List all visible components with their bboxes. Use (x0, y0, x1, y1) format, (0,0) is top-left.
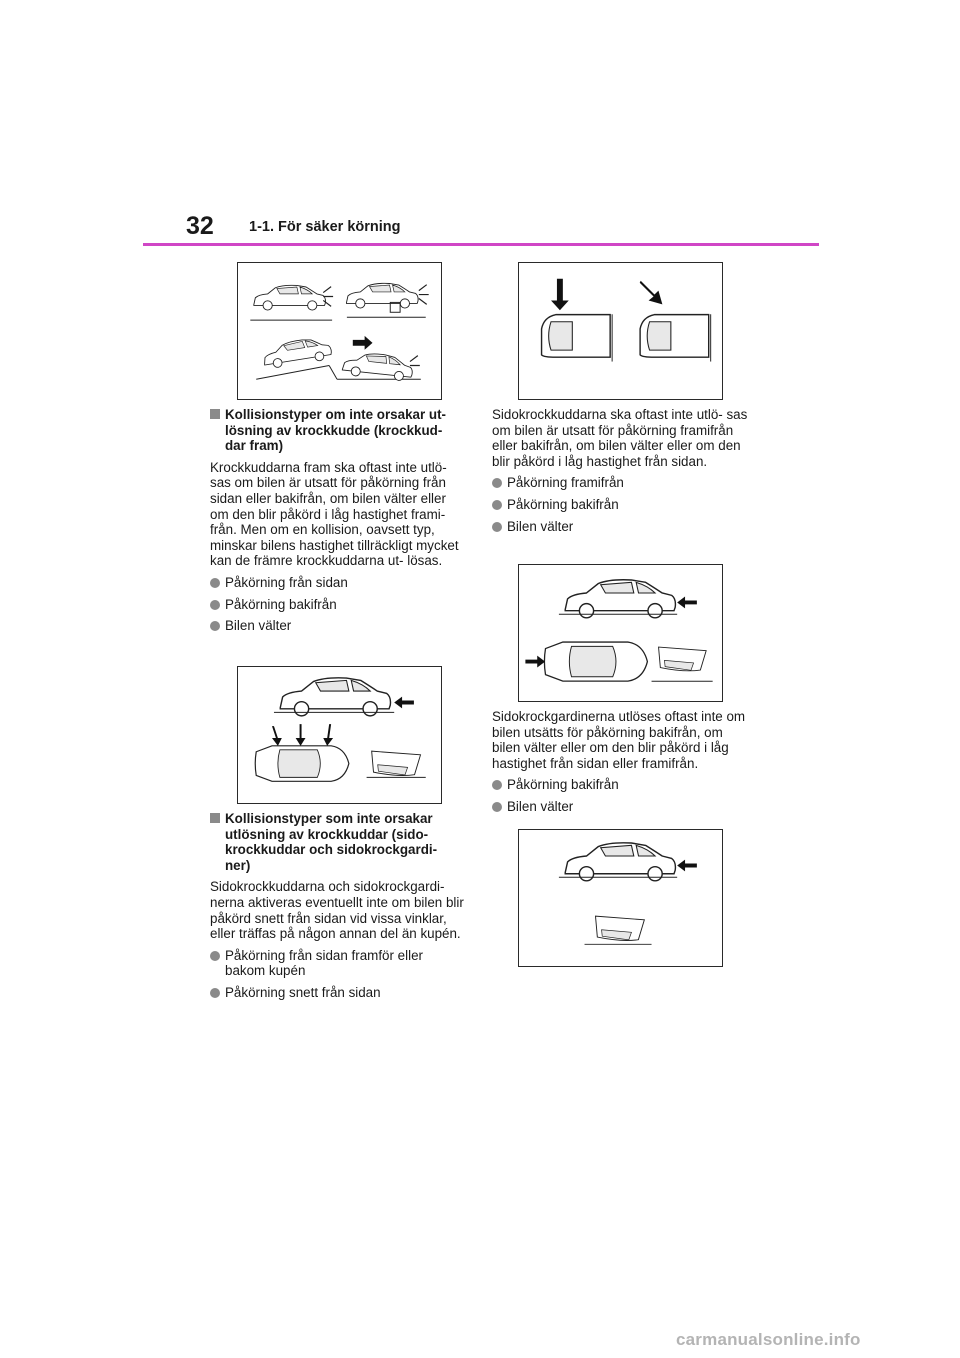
figure-rear-rollover (518, 829, 723, 967)
list-item: Påkörning bakifrån (492, 497, 752, 513)
list-item: Påkörning framifrån (492, 475, 752, 491)
header-rule (143, 243, 819, 246)
left-column-bottom (210, 811, 464, 1007)
bullet-dot-icon (210, 988, 220, 998)
bullet-dot-icon (492, 780, 502, 790)
bullet-dot-icon (492, 500, 502, 510)
figure-side-rear-rollover (237, 666, 442, 804)
body-paragraph: Sidokrockgardinerna utlöses oftast inte om bilen utsätts för påkörning bakifrån, om bilen välter eller om den blir påkörd i låg hastighet från sidan eller framifrån. (492, 709, 746, 771)
bullet-dot-icon (210, 621, 220, 631)
section-heading (210, 407, 464, 454)
list-item: Bilen välter (492, 519, 752, 535)
body-paragraph: Sidokrockkuddarna ska oftast inte utlö- sas om bilen är utsatt för påkörning framifrån eller bakifrån, om bilen välter eller om den blir påkörd i låg hastighet från sidan. (492, 407, 748, 469)
list-item: Bilen välter (210, 618, 464, 634)
list-item: Påkörning bakifrån (210, 597, 464, 613)
section-heading (210, 811, 464, 873)
heading-text: Kollisionstyper som inte orsakar utlösning av krockkuddar (sido- krockkuddar och sidokrockgardi- ner) (225, 811, 438, 873)
square-bullet-icon (210, 813, 220, 823)
bullet-dot-icon (492, 478, 502, 488)
section-title: 1-1. För säker körning (249, 219, 401, 235)
figure-front-collision-types (237, 262, 442, 400)
right-column-bottom (492, 709, 752, 821)
bullet-dot-icon (492, 522, 502, 532)
bullet-dot-icon (210, 951, 220, 961)
square-bullet-icon (210, 409, 220, 419)
list-item: Bilen välter (492, 799, 752, 815)
bullet-dot-icon (492, 802, 502, 812)
left-column-top (210, 407, 464, 640)
watermark: carmanualsonline.info (676, 1330, 861, 1349)
body-paragraph: Sidokrockkuddarna och sidokrockgardi- nerna aktiveras eventuellt inte om bilen blir påkörd snett från sidan vid vissa vinklar, eller träffas på någon annan del än kupén. (210, 879, 464, 942)
heading-text: Kollisionstyper om inte orsakar ut- lösning av krockkudde (krockkud- dar fram) (225, 407, 446, 454)
list-item: Påkörning bakifrån (492, 777, 752, 793)
page-number: 32 (186, 212, 214, 240)
list-item: Påkörning från sidan framför eller bakom kupén (210, 948, 464, 979)
bullet-dot-icon (210, 600, 220, 610)
body-paragraph: Krockkuddarna fram ska oftast inte utlö- sas om bilen är utsatt för påkörning från sidan eller bakifrån, om bilen välter eller om den blir påkörd i låg hastighet frami- från. Men om en kollision, oavsett typ, minskar bilens hastighet tillräckligt mycket kan de främre krockkuddarna ut- lösas. (210, 459, 459, 569)
figure-frontal-impact (518, 262, 723, 400)
list-item: Påkörning snett från sidan (210, 985, 464, 1001)
list-item: Påkörning från sidan (210, 575, 464, 591)
bullet-dot-icon (210, 578, 220, 588)
figure-front-rear-rollover (518, 564, 723, 702)
right-column-top (492, 407, 752, 540)
